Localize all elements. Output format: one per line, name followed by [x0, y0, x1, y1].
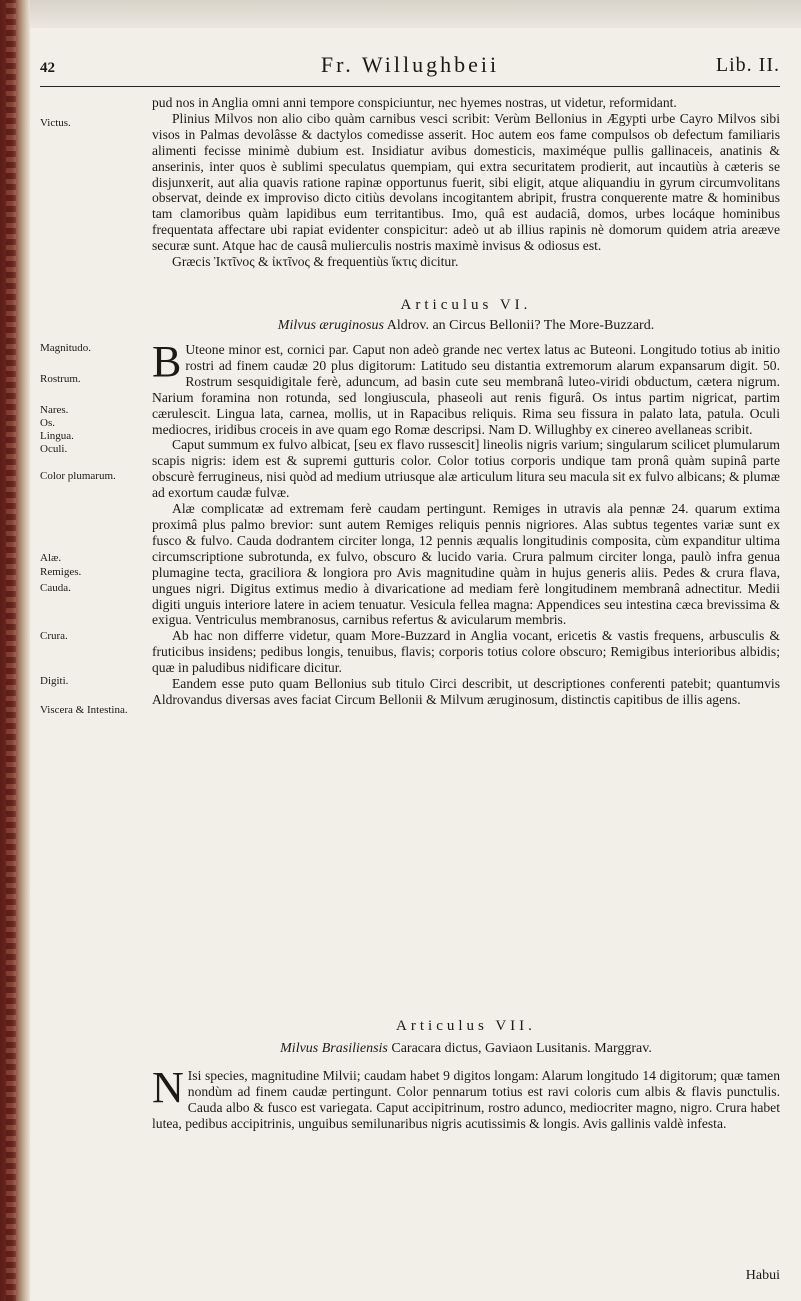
- paragraph-text: Uteone minor est, cornici par. Caput non adeò grande nec vertex latus ac Buteoni. Longitudo totius ab initio rostri ad finem caudæ 20 plus digitorum: Latitudo seu distantia extremorum alarum expansarum digit. 50. Rostrum sesquidigitale ferè, aduncum, ad basin cute seu membranâ luteo-viridi obductum, cætera nigrum. Narium foramina non rotunda, sed longiuscula, phaseoli aut renis figurâ. Os intus partim nigricat, partim cærulescit. Lingua lata, carnea, mollis, ut in Rapacibus reliquis. Rima seu fissura in palato lata, patula. Oculi mediocres, iridibus croceis in ave quam ego Romæ descripsi. Nam D. Willughby ex cinereo avellaneas scribit.: [152, 342, 780, 437]
- margin-note-oculi: Oculi.: [40, 443, 68, 455]
- catchword: Habui: [745, 1268, 780, 1283]
- margin-note-lingua: Lingua.: [40, 430, 74, 442]
- margin-note-color-plumarum: Color plumarum.: [40, 470, 116, 482]
- paragraph: Alæ complicatæ ad extremam ferè caudam pertingunt. Remiges in utravis ala pennæ 24. quarum extima proximâ plus palmo brevior: sunt autem Remiges reliquis pennis nigriores. Alas subtus tegentes variæ sunt ex fusco & fulvo. Cauda dodrantem circiter longa, 12 pennis æqualis longitudinis composita, cùm expanditur ultima circumscriptione subrotunda, ex fulvo, obscuro & lucido varia. Crura palmum circiter longa, paulò infra genua plumagine tecta, graciliora & longiora pro Avis magnitudine quàm in hujus generis aliis. Pedes & crura flava, ungues nigri. Digitus extimus medio à divaricatione ad mediam ferè longitudinem membranâ adnectitur. Medii digiti unguis interiore latere in aciem tenuatur. Vesicula fellea magna: Appendices seu intestina cæca brevissima & exigua. Ventriculus membranosus, carnibus refertus & avicularum membris.: [152, 501, 780, 628]
- page-header: [40, 52, 780, 87]
- page-top-shadow: [30, 0, 801, 28]
- species-title-rest: Caracara dictus, Gaviaon Lusitanis. Marggrav.: [387, 1041, 652, 1056]
- margin-note-crura: Crura.: [40, 630, 68, 642]
- book-spine-edge: [0, 0, 30, 1301]
- margin-note-digiti: Digiti.: [40, 675, 69, 687]
- text-block-article-vi: [152, 337, 780, 708]
- margin-note-alae: Alæ.: [40, 552, 62, 564]
- drop-cap: N: [152, 1063, 184, 1112]
- paragraph: Græcis Ἰκτῖνος & ἰκτῖνος & frequentiùs ἴκτις dicitur.: [172, 254, 459, 270]
- article-title-vii: [152, 1041, 780, 1057]
- book-number: Lib. II.: [715, 54, 780, 76]
- paragraph: [152, 337, 780, 437]
- paragraph: Plinius Milvos non alio cibo quàm carnibus vesci scribit: Verùm Bellonius in Ægypti urbe Cayro Milvos sibi visos in Palmas devolâsse & dactylos comedisse asserit. Hoc autem eos fame compulsos ob defectum familiaris alimenti fecisse minimè dubium est. Insidiatur avibus domesticis, maximéque pullis gallinaceis, anatinis & anserinis, inter quos è sublimi speculatus quempiam, qui extra securitatem prodierit, aut incautiùs à cæteris se disjunxerit, aut alia quavis ratione rapinæ opportunus fuerit, sibi eligit, atque aliquandiu in gyrum circumvolitans observat, deinde ex improviso dicto citiùs devolans incogitantem abripit, frustra conquerente matre & hominibus tam clamoribus quàm lapidibus eum territantibus. Imo, quâ est audaciâ, domos, urbes locáque hominibus frequentata affectare ubi rapiat evidenter conspicitur: adeò ut ab illius rapinis nè domorum quidem atria areæve securæ sunt. Atque hac de causâ mulierculis nostris maximè invisus & odiosus est.: [152, 110, 780, 254]
- article-heading-vi: Articulus VI.: [400, 297, 532, 313]
- paragraph: Ab hac non differre videtur, quam More-Buzzard in Anglia vocant, ericetis & vastis frequens, arbusculis & fruticibus insidens; pedibus longis, tenuibus, flavis; corporis totius colore obscuro; Remigibus interioribus albidis; quæ in paludibus nidificare dicitur.: [152, 628, 780, 676]
- article-heading-vii: Articulus VII.: [396, 1018, 536, 1034]
- margin-note-victus: Victus.: [40, 117, 71, 129]
- species-title-rest: Aldrov. an Circus Bellonii? The More-Buzzard.: [383, 318, 655, 333]
- paragraph: Caput summum ex fulvo albicat, [seu ex flavo russescit] lineolis nigris varium; singularum scilicet plumularum scapis nigris: idem est & supremi gutturis color. Color totius corporis undique tam pronâ quàm supinâ parte obscurè ferrugineus, nisi quòd ad medium utriusque alæ articulum litura seu macula sit ex fulvo albicans; & plumæ ad exortum caudæ fulvæ.: [152, 437, 780, 501]
- paragraph: Eandem esse puto quam Bellonius sub titulo Circi describit, ut descriptiones conferenti patebit; quantumvis Aldrovandus diversas aves faciat Circum Bellonii & Milvum æruginosum, distinctis capitibus de illis agens.: [152, 676, 780, 707]
- margin-note-viscera: Viscera & Intestina.: [40, 704, 128, 716]
- text-block-article-vii: [152, 1063, 780, 1132]
- species-name: Milvus Brasiliensis: [280, 1041, 388, 1056]
- article-title-vi: [152, 318, 780, 334]
- margin-note-nares: Nares.: [40, 404, 69, 416]
- paragraph: pud nos in Anglia omni anni tempore conspiciuntur, nec hyemes nostras, ut videtur, reformidant.: [152, 95, 677, 110]
- margin-note-rostrum: Rostrum.: [40, 373, 81, 385]
- paragraph-text: Isi species, magnitudine Milvii; caudam habet 9 digitos longam: Alarum longitudo 14 digitorum; quæ tamen nondùm ad finem caudæ pertingunt. Color pennarum totius est ravi coloris cum albis & flavis punctulis. Cauda albo & fusco est variegata. Caput accipitrinum, rostro adunco, mediocriter magno, nigro. Crura habet lutea, pedibus accipitrinis, unguibus semilunaribus nigris acutissimis & longis. Avis gallinis valdè infesta.: [152, 1068, 780, 1131]
- margin-note-magnitudo: Magnitudo.: [40, 342, 92, 354]
- margin-note-remiges: Remiges.: [40, 566, 82, 578]
- species-name: Milvus æruginosus: [277, 318, 384, 333]
- drop-cap: B: [152, 337, 182, 386]
- margin-note-os: Os.: [40, 417, 55, 429]
- page-number: 42: [40, 60, 55, 76]
- margin-note-cauda: Cauda.: [40, 582, 71, 594]
- paragraph: [152, 1063, 780, 1132]
- running-title: Fr. Willughbeii: [320, 52, 500, 77]
- text-block-intro: [152, 95, 780, 270]
